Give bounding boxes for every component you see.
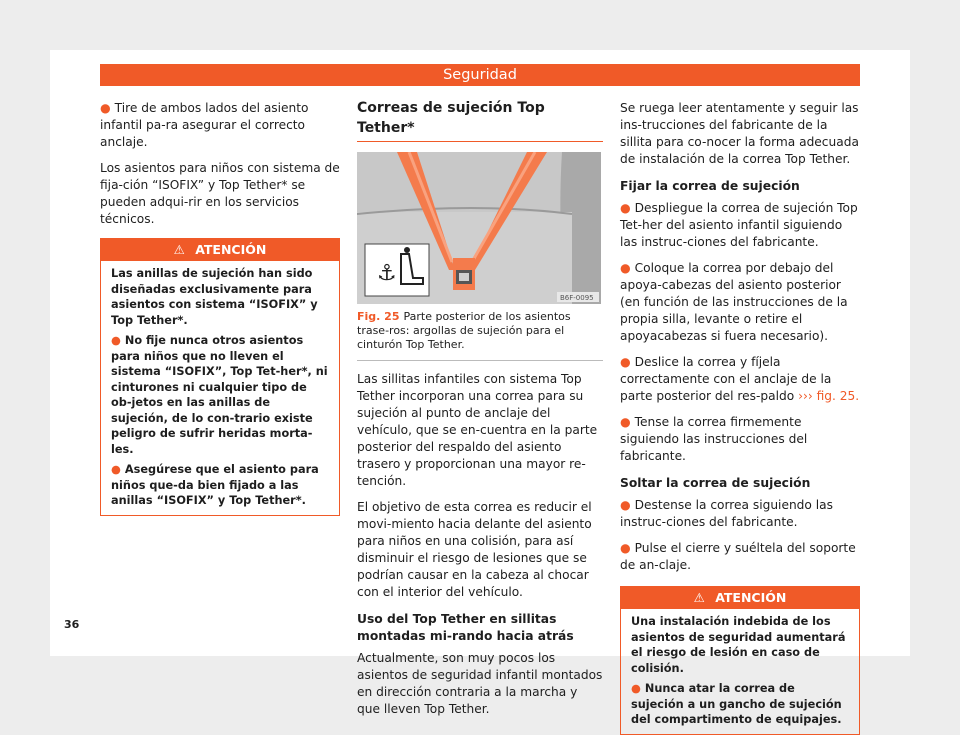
figure-code: B6F-0095	[560, 294, 594, 302]
figure-reference-link[interactable]: ››› fig. 25.	[798, 389, 860, 403]
subheading: Fijar la correa de sujeción	[620, 179, 800, 193]
subheading: Soltar la correa de sujeción	[620, 476, 811, 490]
list-item: ● Destense la correa siguiendo las instruc-ciones del fabricante.	[620, 498, 833, 529]
bullet-icon: ●	[111, 334, 121, 347]
warning-text: Una instalación indebida de los asientos de seguridad aumentará el riesgo de lesión en caso de colisión.	[631, 615, 846, 675]
bullet-icon: ●	[620, 201, 631, 215]
figure-label: Fig. 25	[357, 310, 400, 323]
right-column	[620, 100, 860, 735]
warning-box	[620, 586, 860, 735]
warning-title: ATENCIÓN	[195, 242, 267, 257]
warning-body	[101, 261, 339, 515]
warning-body	[621, 609, 859, 734]
figure-caption: Fig. 25 Parte posterior de los asientos trase-ros: argollas de sujeción para el cinturón Top Tether.	[357, 310, 571, 351]
page-number: 36	[64, 618, 80, 631]
middle-column	[357, 98, 603, 727]
paragraph: El objetivo de esta correa es reducir el movi-miento hacia delante del asiento para niños en una colisión, para así disminuir el riesgo de lesiones que se podrían causar en la cabeza al chocar con el interior del vehículo.	[357, 500, 592, 599]
warning-icon: ⚠	[693, 590, 705, 605]
bullet-icon: ●	[620, 355, 631, 369]
figure	[357, 152, 601, 304]
bullet-icon: ●	[620, 541, 631, 555]
paragraph: Se ruega leer atentamente y seguir las ins-trucciones del fabricante de la sillita para co-nocer la forma adecuada de instalación de la correa Top Tether.	[620, 101, 859, 166]
bullet-icon: ●	[620, 261, 631, 275]
list-item: ● Tense la correa firmemente siguiendo las instrucciones del fabricante.	[620, 415, 808, 463]
warning-text: Las anillas de sujeción han sido diseñadas exclusivamente para asientos con sistema “ISOFIX” y Top Tether*.	[111, 267, 318, 327]
warning-header	[101, 239, 339, 261]
list-item: ● Despliegue la correa de sujeción Top Tet-her del asiento infantil siguiendo las instruc-ciones del fabricante.	[620, 201, 858, 249]
paragraph: ● Tire de ambos lados del asiento infantil pa-ra asegurar el correcto anclaje.	[100, 101, 309, 149]
paragraph: Los asientos para niños con sistema de fija-ción “ISOFIX” y Top Tether* se pueden adqui-rir en los servicios técnicos.	[100, 161, 340, 226]
warning-bullet: ● Nunca atar la correa de sujeción a un gancho de sujeción del compartimento de equipajes.	[631, 682, 842, 726]
seat-tether-illustration	[357, 152, 601, 304]
list-item: ● Coloque la correa por debajo del apoya-cabezas del asiento posterior (en función de las instrucciones de la propia silla, levante o retire el apoyacabezas si fuera necesario).	[620, 261, 848, 343]
warning-title: ATENCIÓN	[715, 590, 787, 605]
bullet-icon: ●	[631, 682, 641, 695]
bullet-icon: ●	[100, 101, 111, 115]
bullet-icon: ●	[620, 415, 631, 429]
section-title-wrap	[357, 98, 603, 142]
warning-bullet: ● No fije nunca otros asientos para niños que no lleven el sistema “ISOFIX”, Top Tet-her*, ni cinturones ni cualquier tipo de ob-jetos en las anillas de sujeción, de lo con-trario existe peligro de sufrir heridas morta-les.	[111, 334, 328, 456]
warning-box	[100, 238, 340, 516]
bullet-icon: ●	[620, 498, 631, 512]
warning-icon: ⚠	[173, 242, 185, 257]
list-item: ● Deslice la correa y fíjela correctamente con el anclaje de la parte posterior del res-paldo ››› fig. 25.	[620, 355, 860, 403]
warning-bullet: ● Asegúrese que el asiento para niños que-da bien fijado a las anillas “ISOFIX” y Top Tether*.	[111, 463, 319, 507]
warning-header	[621, 587, 859, 609]
subheading: Uso del Top Tether en sillitas montadas mi-rando hacia atrás	[357, 612, 574, 643]
paragraph: Actualmente, son muy pocos los asientos de seguridad infantil montados en dirección contraria a la marcha y que lleven Top Tether.	[357, 651, 603, 716]
section-title: Correas de sujeción Top Tether*	[357, 100, 545, 136]
left-column	[100, 100, 340, 516]
svg-text:⚓: ⚓	[377, 261, 397, 286]
bullet-icon: ●	[111, 463, 121, 476]
paragraph: Las sillitas infantiles con sistema Top Tether incorporan una correa para su sujeción al punto de anclaje del vehículo, que se en-cuentra en la parte posterior del respaldo del asiento trasero y proporcionan una mayor re-tención.	[357, 372, 598, 488]
divider	[357, 360, 603, 361]
section-header: Seguridad	[100, 64, 860, 86]
list-item: ● Pulse el cierre y suéltela del soporte de an-claje.	[620, 541, 856, 572]
